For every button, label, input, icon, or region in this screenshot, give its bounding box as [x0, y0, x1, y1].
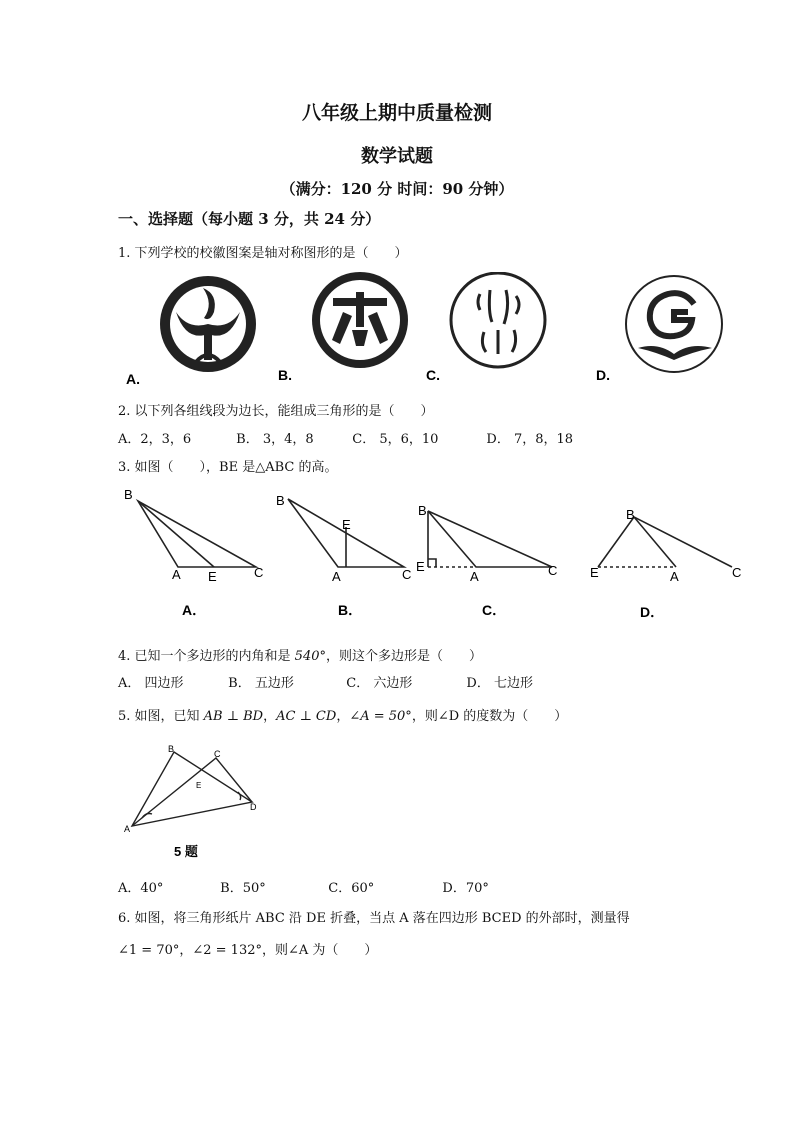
q3d-point-b: B	[626, 507, 635, 522]
q5-cond-3: ∠A = 50°	[349, 709, 412, 724]
q3-label-a: A．	[182, 602, 207, 618]
q3a-point-e: E	[208, 569, 217, 584]
badge-d-icon	[626, 276, 722, 372]
q1-label-c: C.	[426, 367, 440, 383]
q4-text-after: ，则这个多边形是（ ）	[326, 649, 483, 664]
q3d-point-c: C	[732, 565, 742, 580]
q5-figure-caption: 5 题	[174, 844, 198, 859]
q5-point-e: E	[196, 781, 202, 790]
q3-label-d: D．	[640, 604, 665, 620]
question-2: 2. 以下列各组线段为边长，能组成三角形的是（ ）	[118, 404, 434, 419]
q3c-point-a: A	[470, 569, 479, 584]
q3a-point-b: B	[124, 487, 133, 502]
q5-cond-2: AC ⊥ CD	[276, 709, 337, 724]
q5-option-c[interactable]: C．60°	[328, 881, 375, 896]
q3a-point-a: A	[172, 567, 181, 582]
q5-cond-1: AB ⊥ BD	[203, 709, 264, 724]
q4-option-d[interactable]: D． 七边形	[466, 676, 533, 691]
q3b-point-e: E	[342, 517, 351, 532]
q2-option-a[interactable]: A．2，3，6	[118, 432, 192, 447]
q5-point-d: D	[250, 802, 257, 812]
q3c-point-b: B	[418, 503, 427, 518]
q3b-point-b: B	[276, 493, 285, 508]
q2-option-c[interactable]: C． 5，6，10	[352, 432, 439, 447]
q2-options	[118, 428, 573, 447]
badge-b-icon	[312, 272, 408, 368]
question-3: 3. 如图（ ），BE 是△ABC 的高。	[118, 460, 338, 475]
question-1: 1. 下列学校的校徽图案是轴对称图形的是（ ）	[118, 246, 408, 261]
q5-text-prefix: 5. 如图，已知	[118, 709, 204, 724]
q1-label-d: D.	[596, 367, 610, 383]
badge-c-icon	[451, 273, 545, 367]
q3d-point-e: E	[590, 565, 599, 580]
q2-option-d[interactable]: D． 7，8，18	[486, 432, 574, 447]
q1-label-b: B.	[278, 367, 292, 383]
badge-a-icon	[160, 276, 256, 372]
q3-figure	[118, 485, 758, 625]
q4-option-c[interactable]: C． 六边形	[346, 676, 413, 691]
q4-options	[118, 672, 533, 691]
q1-figure	[118, 272, 738, 392]
question-4	[118, 645, 482, 664]
q5-options	[118, 877, 489, 896]
q3c-point-c: C	[548, 563, 558, 578]
q3d-point-a: A	[670, 569, 679, 584]
q3a-point-c: C	[254, 565, 264, 580]
q1-label-a: A.	[126, 371, 140, 387]
q5-point-c: C	[214, 749, 221, 759]
q2-option-b[interactable]: B． 3，4，8	[236, 432, 314, 447]
q3b-point-c: C	[402, 567, 412, 582]
exam-info: （满分：120 分 时间：90 分钟）	[280, 180, 514, 198]
q5-figure	[118, 740, 278, 870]
q4-option-b[interactable]: B． 五边形	[228, 676, 294, 691]
q3-label-b: B．	[338, 602, 363, 618]
section-heading: 一、选择题（每小题 3 分，共 24 分）	[118, 210, 381, 228]
q3c-point-e: E	[416, 559, 425, 574]
q5-option-a[interactable]: A．40°	[118, 881, 164, 896]
question-6-line-2: ∠1 = 70°，∠2 = 132°，则∠A 为（ ）	[118, 943, 378, 958]
q5-option-d[interactable]: D．70°	[442, 881, 489, 896]
q4-angle: 540°	[294, 649, 326, 664]
q5-point-a: A	[124, 824, 131, 834]
q3b-point-a: A	[332, 569, 341, 584]
exam-subtitle: 数学试题	[361, 146, 433, 167]
q5-text-suffix: ，则∠D 的度数为（ ）	[411, 709, 568, 724]
question-5: 5. 如图，已知 AB ⊥ BD，AC ⊥ CD，∠A = 50°，则∠D 的度数为（ ）	[118, 709, 568, 724]
exam-title: 八年级上期中质量检测	[301, 102, 492, 124]
q3-label-c: C．	[482, 602, 507, 618]
q4-text-before: 4. 已知一个多边形的内角和是	[118, 649, 295, 664]
q5-option-b[interactable]: B．50°	[220, 881, 266, 896]
q4-option-a[interactable]: A． 四边形	[118, 676, 184, 691]
question-6-line-1: 6. 如图，将三角形纸片 ABC 沿 DE 折叠，当点 A 落在四边形 BCED 的外部时，测量得	[118, 911, 630, 926]
q5-point-b: B	[168, 744, 175, 754]
